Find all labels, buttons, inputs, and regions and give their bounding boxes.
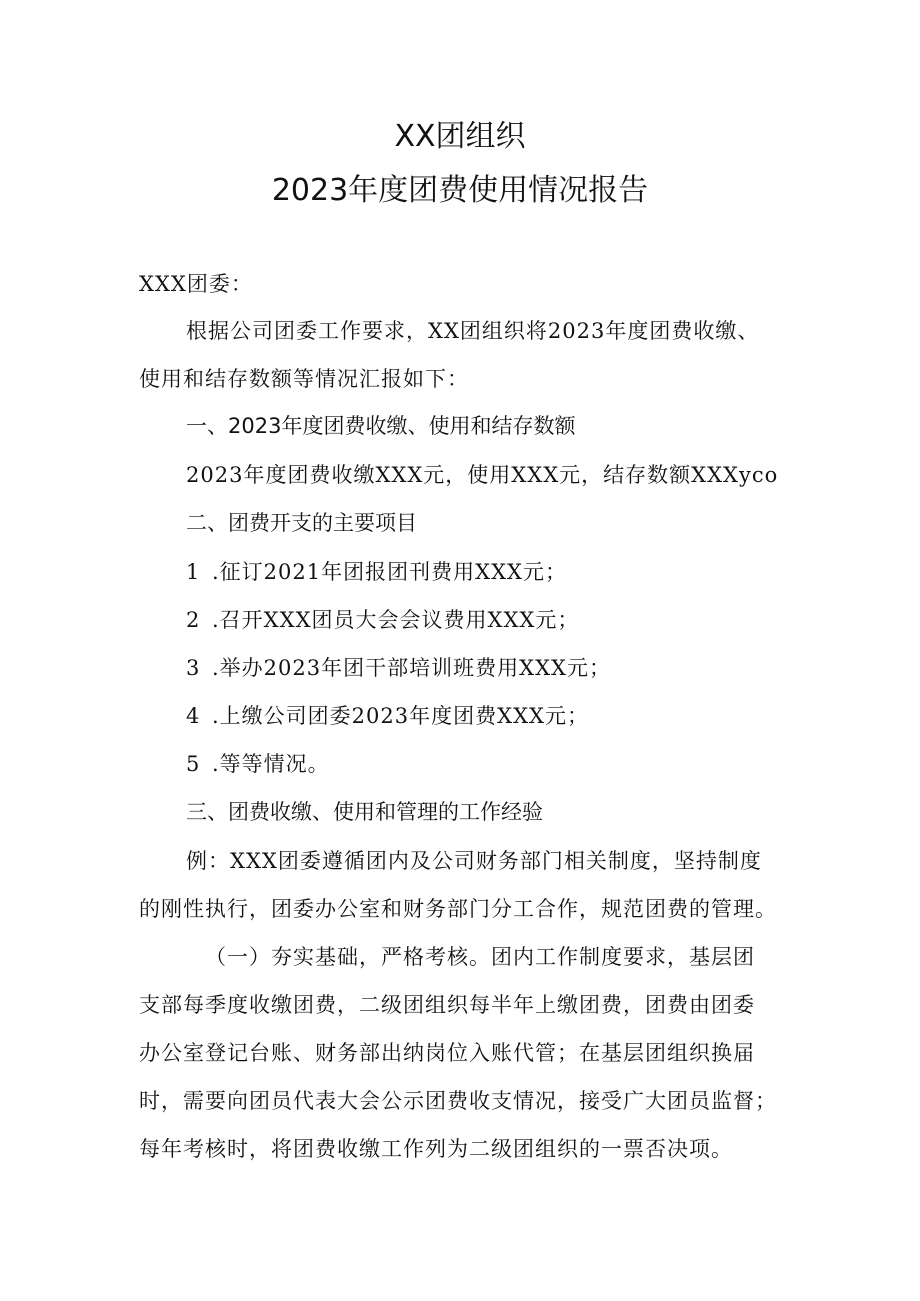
list-item: [186, 701, 589, 731]
subsection1-line4: 时，需要向团员代表大会公示团费收支情况，接受广大团员监督；: [139, 1089, 777, 1113]
section3-heading: 三、团费收缴、使用和管理的工作经验: [186, 800, 543, 824]
subsection1-line2: 支部每季度收缴团费，二级团组织每半年上缴团费，团费由团委: [139, 993, 755, 1017]
list-item-number: 2: [186, 608, 201, 632]
intro-line2: 使用和结存数额等情况汇报如下：: [139, 367, 469, 391]
subsection1-line1: （一）夯实基础，严格考核。团内工作制度要求，基层团: [205, 945, 755, 969]
list-item: [186, 749, 330, 779]
salutation: XXX团委：: [139, 272, 253, 296]
section1-heading: 一、2023年度团费收缴、使用和结存数额: [186, 414, 576, 438]
list-item-text: .等等情况。: [212, 752, 330, 776]
list-item-number: 1: [186, 560, 201, 584]
list-item: [186, 605, 579, 635]
document-title-line1: XX团组织: [394, 119, 526, 154]
list-item-number: 3: [186, 656, 201, 680]
document-title-line2: 2023年度团费使用情况报告: [271, 173, 649, 208]
list-item: [186, 653, 611, 683]
intro-line1: 根据公司团委工作要求，XX团组织将2023年度团费收缴、: [186, 319, 760, 343]
list-item: [186, 557, 567, 587]
section2-heading: 二、团费开支的主要项目: [186, 511, 417, 535]
list-item-number: 5: [186, 752, 201, 776]
subsection1-line3: 办公室登记台账、财务部出纳岗位入账代管；在基层团组织换届: [139, 1041, 755, 1065]
example-line2: 的刚性执行，团委办公室和财务部门分工合作，规范团费的管理。: [139, 897, 777, 921]
list-item-text: .召开XXX团员大会会议费用XXX元；: [212, 608, 580, 632]
list-item-text: .举办2023年团干部培训班费用XXX元；: [212, 656, 611, 680]
list-item-text: .上缴公司团委2023年度团费XXX元；: [212, 704, 589, 728]
section1-body: 2023年度团费收缴XXX元，使用XXX元，结存数额XXXyco: [186, 463, 779, 487]
subsection1-line5: 每年考核时，将团费收缴工作列为二级团组织的一票否决项。: [139, 1137, 733, 1161]
example-line1: 例：XXX团委遵循团内及公司财务部门相关制度，坚持制度: [186, 849, 762, 873]
list-item-text: .征订2021年团报团刊费用XXX元；: [212, 560, 567, 584]
list-item-number: 4: [186, 704, 201, 728]
